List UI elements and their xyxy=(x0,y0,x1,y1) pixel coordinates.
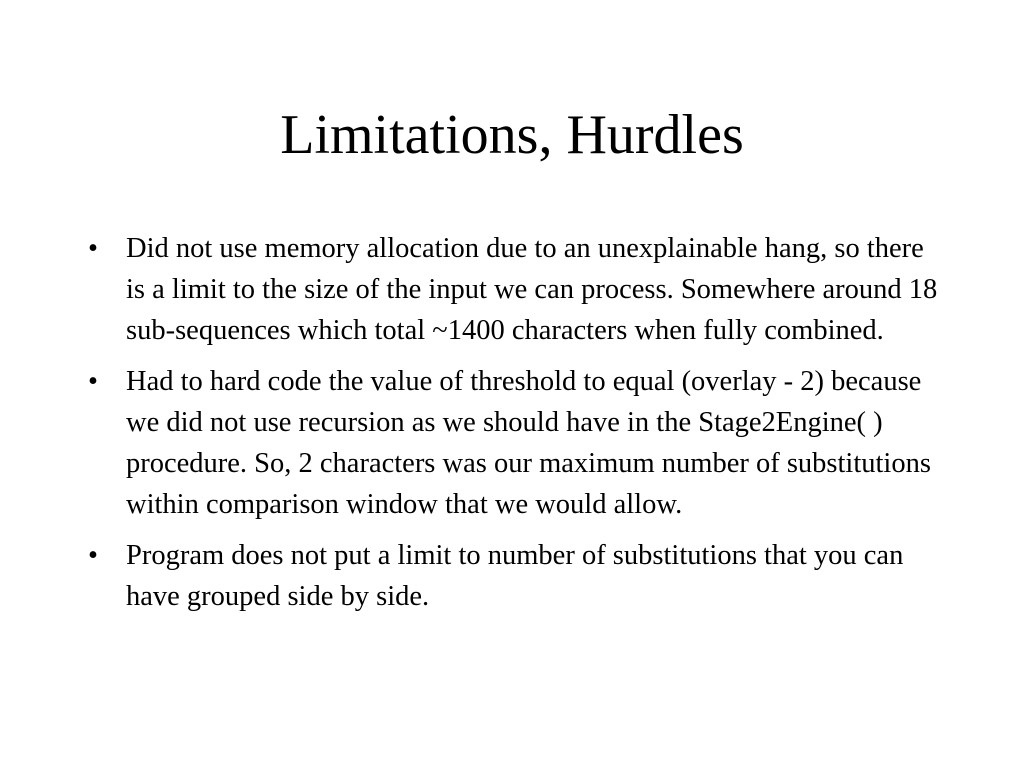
bullet-text: Did not use memory allocation due to an unexplainable hang, so there is a limit to the size of the input we can process. Somewhere around 18 sub-sequences which total ~1400 characters when fully combined. xyxy=(126,233,938,346)
bullet-icon: • xyxy=(88,540,98,571)
bullet-text: Had to hard code the value of threshold to equal (overlay - 2) because we did not use recursion as we should have in the Stage2Engine( ) procedure. So, 2 characters was our maximum number of substitutions within comparison window that we would allow. xyxy=(126,366,931,520)
slide-title: Limitations, Hurdles xyxy=(280,104,744,166)
bullet-item-substitutions xyxy=(82,535,942,617)
bullet-item-threshold xyxy=(82,361,942,525)
bullet-item-memory-allocation xyxy=(82,228,942,351)
bullet-icon: • xyxy=(88,233,98,264)
bullet-icon: • xyxy=(88,366,98,397)
bullet-text: Program does not put a limit to number of substitutions that you can have grouped side by side. xyxy=(126,540,904,612)
bullet-list xyxy=(82,228,942,627)
